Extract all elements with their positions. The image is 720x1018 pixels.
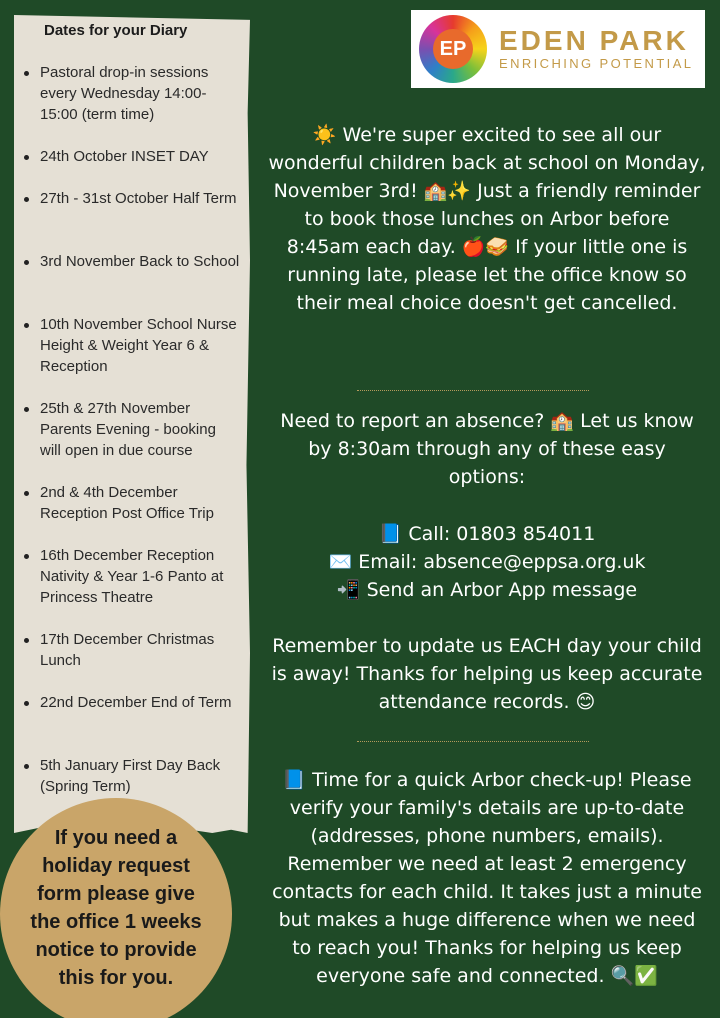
diary-title: Dates for your Diary bbox=[44, 22, 188, 39]
diary-item: 24th October INSET DAY bbox=[20, 146, 240, 188]
diary-item: 5th January First Day Back (Spring Term) bbox=[20, 755, 240, 818]
absence-contact-options bbox=[262, 520, 712, 604]
diary-item: 10th November School Nurse Height & Weight Year 6 & Reception bbox=[20, 314, 240, 398]
school-tagline: ENRICHING POTENTIAL bbox=[499, 56, 694, 71]
diary-item: 27th - 31st October Half Term bbox=[20, 188, 240, 251]
diary-item: 2nd & 4th December Reception Post Office Trip bbox=[20, 482, 240, 545]
back-to-school-message: ☀️ We're super excited to see all our wonderful children back at school on Monday, November 3rd! 🏫✨ Just a friendly reminder to book those lunches on Arbor before 8:45am each day. 🍎🥪 If your little one is running late, please let the office know so their meal choice doesn't get cancelled. bbox=[268, 124, 706, 314]
logo-monogram: EP bbox=[433, 29, 473, 69]
attendance-reminder: Remember to update us EACH day your child is away! Thanks for helping us keep accurate attendance records. 😊 bbox=[271, 635, 703, 713]
school-name: EDEN PARK bbox=[499, 25, 689, 56]
diary-item: 22nd December End of Term bbox=[20, 692, 240, 755]
divider bbox=[357, 390, 589, 391]
diary-item: 16th December Reception Nativity & Year 1-6 Panto at Princess Theatre bbox=[20, 545, 240, 629]
diary-list bbox=[20, 62, 240, 818]
diary-item: 25th & 27th November Parents Evening - booking will open in due course bbox=[20, 398, 240, 482]
divider bbox=[357, 741, 589, 742]
school-logo bbox=[411, 10, 705, 88]
diary-item: 17th December Christmas Lunch bbox=[20, 629, 240, 692]
contact-call: 📘 Call: 01803 854011 bbox=[378, 523, 596, 545]
diary-item: Pastoral drop-in sessions every Wednesday 14:00-15:00 (term time) bbox=[20, 62, 240, 146]
holiday-notice-text: If you need a holiday request form please give the office 1 weeks notice to provide this for you. bbox=[30, 827, 202, 989]
absence-intro: Need to report an absence? 🏫 Let us know by 8:30am through any of these easy options: bbox=[280, 410, 694, 488]
contact-app: 📲 Send an Arbor App message bbox=[336, 579, 638, 601]
contact-email: ✉️ Email: absence@eppsa.org.uk bbox=[328, 551, 646, 573]
arbor-checkup-message: 📘 Time for a quick Arbor check-up! Please verify your family's details are up-to-date (addresses, phone numbers, emails). Remember we need at least 2 emergency contacts for each child. It takes just a minute but makes a huge difference when we need to reach you! Thanks for helping us keep everyone safe and connected. 🔍✅ bbox=[272, 769, 702, 987]
diary-item: 3rd November Back to School bbox=[20, 251, 240, 314]
logo-emblem-icon bbox=[419, 15, 487, 83]
